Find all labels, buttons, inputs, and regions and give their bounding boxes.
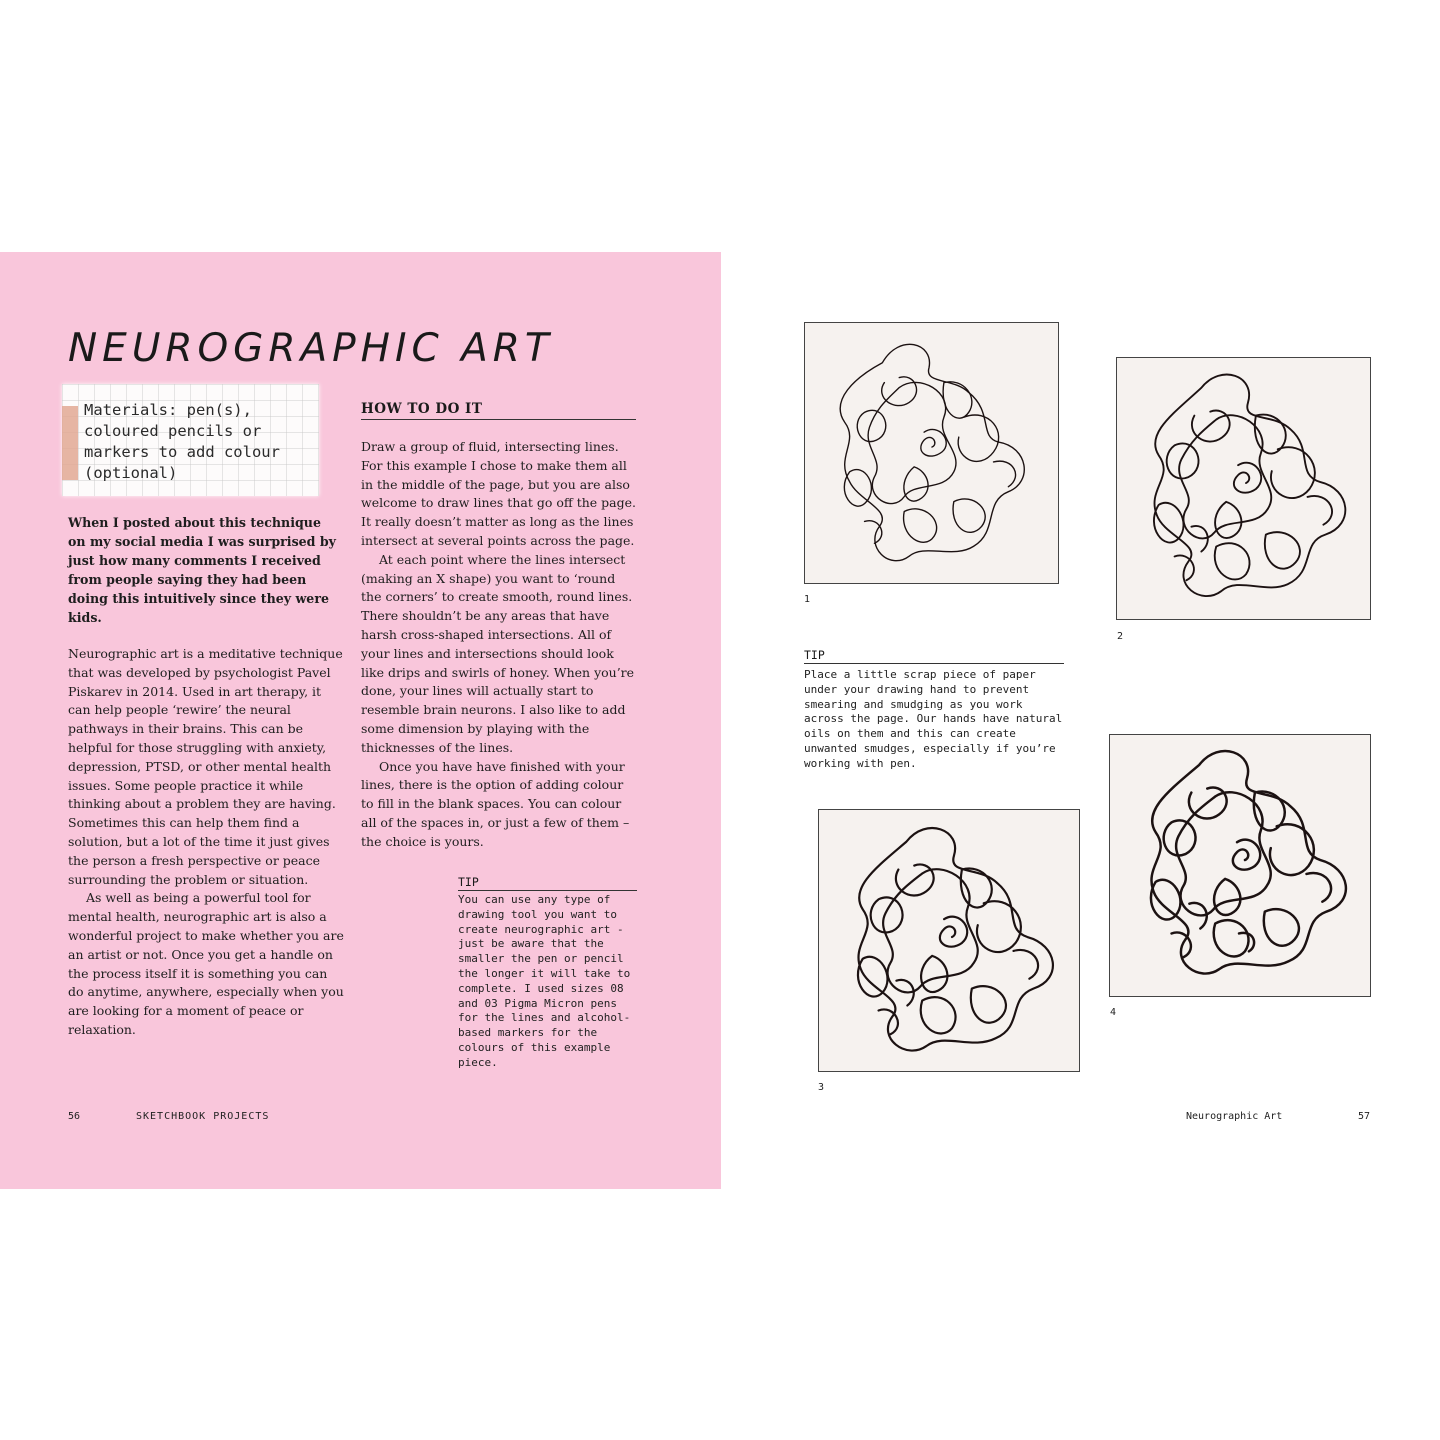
neurographic-drawing-1: [805, 323, 1058, 583]
howto-paragraph: At each point where the lines intersect (making an X shape) you want to ‘round the corners’ to create smooth, round lines. There shouldn’t be any areas that have harsh cross-shaped intersections. All of your lines and intersections should look like drips and swirls of honey. When you’re done, your lines will actually start to resemble brain neurons. I also like to add some dimension by playing with the thicknesses of the lines.: [361, 551, 635, 755]
body-paragraph: As well as being a powerful tool for mental health, neurographic art is also a wonderful project to make whether you are an artist or not. Once you get a handle on the process itself it is something you can do anytime, anywhere, especially when you are looking for a moment of peace or relaxation.: [68, 890, 344, 1037]
page-number-left: 56: [68, 1111, 81, 1122]
neurographic-drawing-2: [1117, 358, 1370, 619]
tip-text-left: You can use any type of drawing tool you want to create neurographic art - just be aware that the smaller the pen or pencil the longer it will take to complete. I used sizes 08 and 03 Pigma Micron pens for the lines and alcohol-based markers for the colours of this example piece.: [458, 893, 631, 1069]
tip-label-right: TIP: [804, 648, 1064, 664]
photo-caption-2: 2: [1117, 631, 1124, 642]
photo-caption-1: 1: [804, 594, 811, 605]
photo-caption-4: 4: [1110, 1007, 1117, 1018]
materials-text: Materials: pen(s), coloured pencils or markers to add colour (optional): [84, 401, 280, 482]
neurographic-drawing-3: [819, 810, 1079, 1071]
step-photo-4: [1109, 734, 1371, 997]
intro-text: When I posted about this technique on my social media I was surprised by just how many comments I received from people saying they had been doing this intuitively since they were kids.: [68, 515, 336, 625]
step-photo-2: [1116, 357, 1371, 620]
page-number-right: 57: [1358, 1111, 1371, 1122]
intro-paragraph: [68, 513, 336, 627]
howto-paragraph: Draw a group of fluid, intersecting lines. For this example I chose to make them all in the middle of the page, but you are also welcome to draw lines that go off the page. It really doesn’t matter as long as the lines intersect at several points across the page.: [361, 439, 636, 548]
running-head-left: SKETCHBOOK PROJECTS: [136, 1111, 270, 1122]
page-title: NEUROGRAPHIC ART: [68, 326, 554, 371]
howto-column: [361, 438, 636, 852]
materials-card: [62, 384, 319, 496]
howto-heading: HOW TO DO IT: [361, 400, 636, 420]
body-column-left: [68, 645, 344, 1040]
step-photo-3: [818, 809, 1080, 1072]
running-head-right: Neurographic Art: [1186, 1111, 1283, 1122]
body-paragraph: Neurographic art is a meditative technique that was developed by psychologist Pavel Piskarev in 2014. Used in art therapy, it can help people ‘rewire’ the neural pathways in their brains. This can be helpful for those struggling with anxiety, depression, PTSD, or other mental health issues. Some people practice it while thinking about a problem they are having. Sometimes this can help them find a solution, but a lot of the time it just gives the person a fresh perspective or peace surrounding the problem or situation.: [68, 646, 343, 887]
tip-label-left: TIP: [458, 875, 637, 891]
step-photo-1: [804, 322, 1059, 584]
neurographic-drawing-4: [1110, 735, 1370, 996]
photo-caption-3: 3: [818, 1082, 825, 1093]
washi-tape: [62, 406, 78, 480]
tip-text-right: Place a little scrap piece of paper under your drawing hand to prevent smearing and smudging as you work across the page. Our hands have natural oils on them and this can create unwanted smudges, especially if you’re working with pen.: [804, 668, 1063, 770]
howto-paragraph: Once you have have finished with your lines, there is the option of adding colour to fill in the blank spaces. You can colour all of the spaces in, or just a few of them – the choice is yours.: [361, 758, 630, 849]
